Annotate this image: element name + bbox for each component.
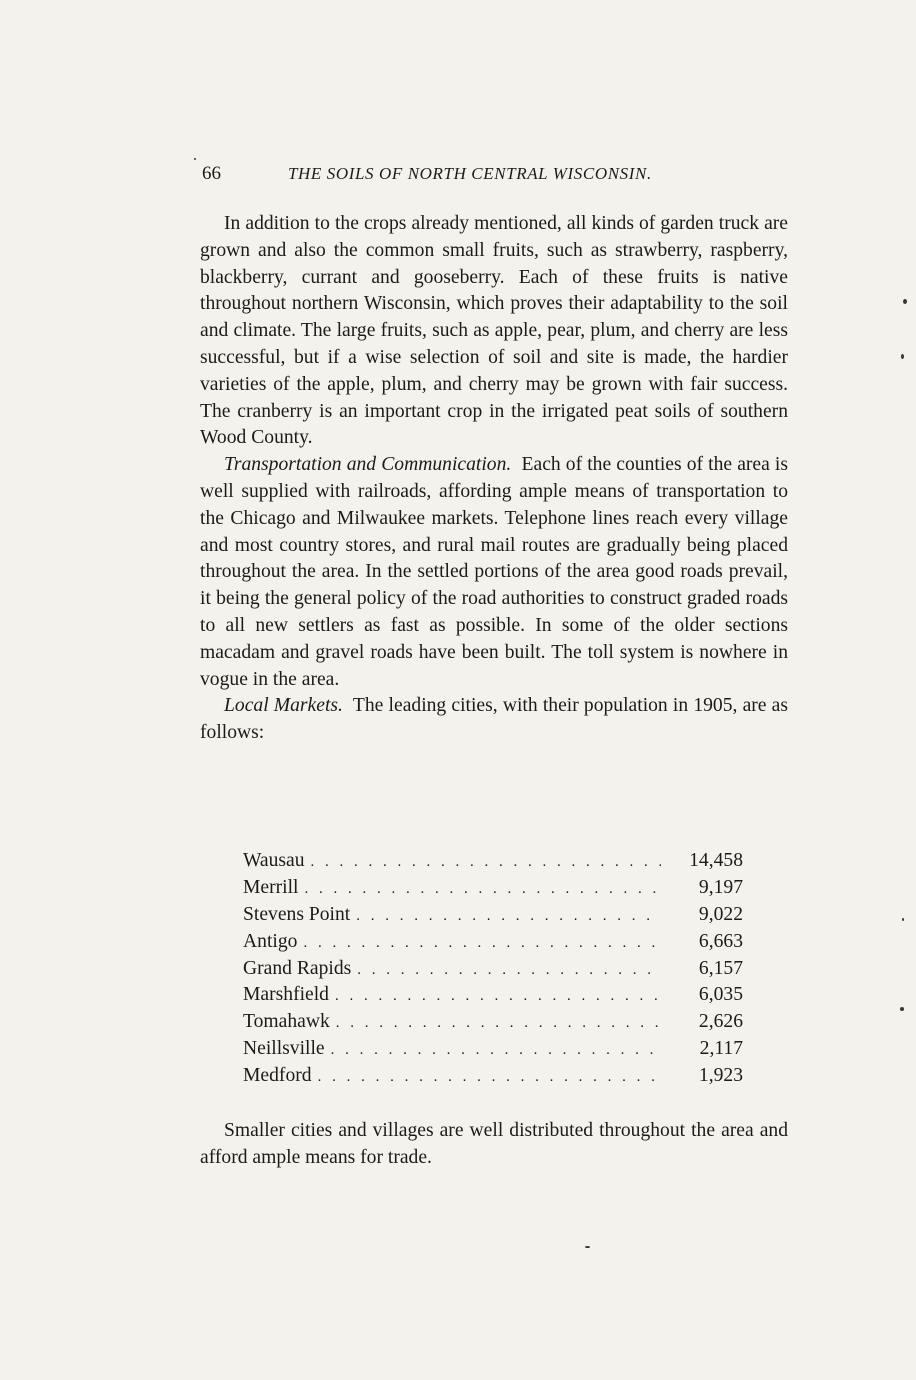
table-row [243, 1009, 743, 1036]
city-name: Merrill [243, 876, 299, 898]
city-name: Grand Rapids [243, 957, 352, 979]
body-text [200, 211, 788, 747]
dot-leader [336, 1010, 661, 1037]
dot-leader [305, 876, 662, 903]
city-population: 2,626 [698, 1011, 743, 1033]
dot-leader [356, 903, 661, 930]
paragraph-local-markets [200, 693, 788, 747]
scan-speck [194, 158, 196, 160]
table-row [243, 982, 743, 1009]
scan-speck [585, 1246, 590, 1248]
dot-leader [331, 1037, 661, 1064]
table-row [243, 956, 743, 983]
city-population: 2,117 [699, 1038, 743, 1060]
page-number: 66 [202, 163, 221, 184]
scan-speck [903, 299, 907, 304]
city-name: Wausau [243, 850, 305, 871]
table-row [243, 902, 743, 929]
scan-speck [902, 918, 904, 921]
table-row [243, 1063, 743, 1090]
section-heading-local-markets: Local Markets. [224, 695, 343, 717]
city-population: 6,035 [698, 984, 743, 1006]
city-population: 14,458 [689, 850, 743, 871]
city-name: Marshfield [243, 984, 329, 1006]
city-population: 9,022 [698, 903, 743, 925]
transportation-text: Each of the counties of the area is well supplied with railroads, affording ample means of transportation to the Chicago and Milwaukee markets. Telephone lines reach every village and most country stores, and rural mail routes are gradually being placed throughout the area. In the settled portions of the area good roads prevail, it being the general policy of the road authorities to construct graded roads to all new settlers as fast as possible. In some of the older sections macadam and gravel roads have been built. The toll system is nowhere in vogue in the area. [200, 454, 788, 690]
city-population: 6,663 [698, 930, 743, 952]
city-population: 6,157 [698, 957, 743, 979]
dot-leader [318, 1064, 661, 1091]
paragraph-crops: In addition to the crops already mentioned, all kinds of garden truck are grown and also the common small fruits, such as strawberry, raspberry, blackberry, currant and gooseberry. Each of these fruits is native throughout northern Wisconsin, which proves their adaptability to the soil and climate. The large fruits, such as apple, pear, plum, and cherry are less successful, but if a wise selection of soil and site is made, the hardier varieties of the apple, plum, and cherry may be grown with fair success. The cranberry is an important crop in the irrigated peat soils of southern Wood County. [200, 213, 788, 449]
dot-leader [303, 930, 661, 957]
table-row [243, 875, 743, 902]
section-heading-transportation: Transportation and Communication. [224, 454, 512, 476]
city-name: Medford [243, 1065, 312, 1087]
paragraph-transportation [200, 452, 788, 693]
city-name: Antigo [243, 930, 298, 952]
table-row [243, 1036, 743, 1063]
dot-leader [357, 957, 661, 984]
closing-paragraph [200, 1117, 788, 1171]
dot-leader [311, 849, 661, 876]
running-title: THE SOILS OF NORTH CENTRAL WISCONSIN. [288, 164, 652, 183]
city-name: Tomahawk [243, 1011, 330, 1033]
scan-speck [900, 1007, 904, 1011]
table-row [243, 848, 743, 875]
city-name: Stevens Point [243, 903, 351, 925]
scan-speck [901, 354, 904, 359]
city-population: 1,923 [698, 1065, 743, 1087]
city-population: 9,197 [698, 876, 743, 898]
table-row [243, 929, 743, 956]
dot-leader [335, 983, 661, 1010]
local-markets-text: The leading cities, with their population in 1905, are as follows: [200, 695, 788, 744]
city-name: Neillsville [243, 1038, 325, 1060]
city-population-table [243, 848, 743, 1090]
paragraph-smaller-cities: Smaller cities and villages are well distributed throughout the area and afford ample means for trade. [200, 1120, 788, 1168]
